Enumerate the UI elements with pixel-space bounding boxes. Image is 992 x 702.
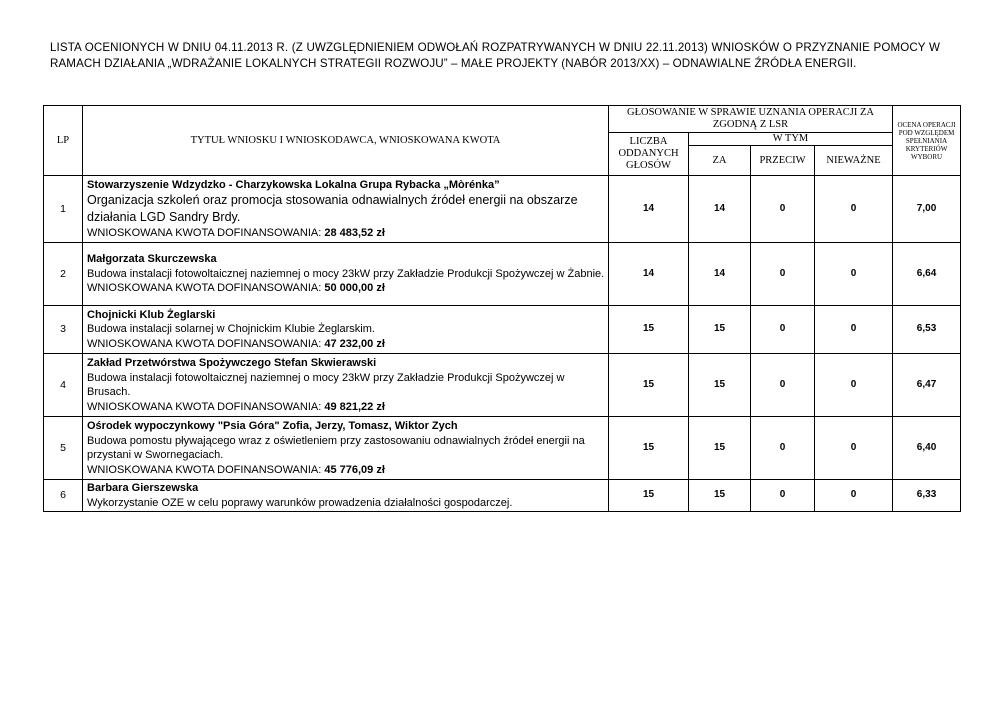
row-against: 0 xyxy=(751,243,815,306)
amount-label: WNIOSKOWANA KWOTA DOFINANSOWANIA: xyxy=(87,463,325,476)
row-applicant: Zakład Przetwórstwa Spożywczego Stefan Skwierawski xyxy=(87,357,377,369)
header-score: OCENA OPERACJI POD WZGLĘDEM SPEŁNIANIA KRYTERIÓW WYBORU xyxy=(893,106,961,176)
row-lp: 3 xyxy=(44,306,83,354)
table-row xyxy=(44,417,961,480)
row-amount: 47 232,00 zł xyxy=(324,337,385,350)
row-invalid: 0 xyxy=(815,243,893,306)
row-description xyxy=(83,480,609,512)
document-title: LISTA OCENIONYCH W DNIU 04.11.2013 R. (Z UWZGLĘDNIENIEM ODWOŁAŃ ROZPATRYWANYCH W DNIU 22.11.2013) WNIOSKÓW O PRZYZNANIE POMOCY W RAMACH DZIAŁANIA „WDRAŻANIE LOKALNYCH STRATEGII ROZWOJU” – MAŁE PROJEKTY (NABÓR 2013/XX) – ODNAWIALNE ŹRÓDŁA ENERGII. xyxy=(50,41,940,70)
table-row xyxy=(44,243,961,306)
row-score: 6,53 xyxy=(893,306,961,354)
amount-label: WNIOSKOWANA KWOTA DOFINANSOWANIA: xyxy=(87,337,325,350)
row-invalid: 0 xyxy=(815,480,893,512)
row-description xyxy=(83,417,609,480)
amount-label: WNIOSKOWANA KWOTA DOFINANSOWANIA: xyxy=(87,400,325,413)
row-score: 6,33 xyxy=(893,480,961,512)
row-against: 0 xyxy=(751,480,815,512)
row-amount-line xyxy=(87,337,606,352)
header-against: PRZECIW xyxy=(751,146,815,176)
row-amount: 28 483,52 zł xyxy=(324,227,385,239)
row-count: 15 xyxy=(609,354,689,417)
row-description xyxy=(83,176,609,243)
row-invalid: 0 xyxy=(815,176,893,243)
row-score: 6,64 xyxy=(893,243,961,306)
row-for: 15 xyxy=(689,417,751,480)
row-for: 14 xyxy=(689,176,751,243)
amount-label: WNIOSKOWANA KWOTA DOFINANSOWANIA: xyxy=(87,227,325,239)
header-title: TYTUŁ WNIOSKU I WNIOSKODAWCA, WNIOSKOWANA KWOTA xyxy=(83,106,609,176)
table-row xyxy=(44,354,961,417)
row-lp: 1 xyxy=(44,176,83,243)
row-against: 0 xyxy=(751,306,815,354)
row-amount-line xyxy=(87,226,606,241)
row-amount: 49 821,22 zł xyxy=(324,400,385,413)
row-amount-line xyxy=(87,463,606,478)
header-of-which: W TYM xyxy=(689,133,893,146)
header-invalid: NIEWAŻNE xyxy=(815,146,893,176)
row-score: 6,47 xyxy=(893,354,961,417)
row-count: 15 xyxy=(609,417,689,480)
row-applicant: Stowarzyszenie Wdzydzko - Charzykowska Lokalna Grupa Rybacka „Mòrénka” xyxy=(87,178,500,191)
row-against: 0 xyxy=(751,176,815,243)
row-count: 15 xyxy=(609,480,689,512)
row-count: 14 xyxy=(609,243,689,306)
table-row xyxy=(44,480,961,512)
row-applicant: Barbara Gierszewska xyxy=(87,482,199,494)
row-applicant: Ośrodek wypoczynkowy "Psia Góra" Zofia, Jerzy, Tomasz, Wiktor Zych xyxy=(87,420,458,432)
amount-label: WNIOSKOWANA KWOTA DOFINANSOWANIA: xyxy=(87,282,325,295)
header-for: ZA xyxy=(689,146,751,176)
row-applicant: Chojnicki Klub Żeglarski xyxy=(87,308,216,321)
row-invalid: 0 xyxy=(815,417,893,480)
row-description xyxy=(83,243,609,306)
row-against: 0 xyxy=(751,354,815,417)
table-row xyxy=(44,306,961,354)
row-lp: 6 xyxy=(44,480,83,512)
row-applicant: Małgorzata Skurczewska xyxy=(87,253,217,266)
row-project: Organizacja szkoleń oraz promocja stosowania odnawialnych źródeł energii na obszarze działania LGD Sandry Brdy. xyxy=(87,193,578,224)
row-count: 15 xyxy=(609,306,689,354)
header-voting: GŁOSOWANIE W SPRAWIE UZNANIA OPERACJI ZA ZGODNĄ Z LSR xyxy=(609,106,893,133)
row-lp: 2 xyxy=(44,243,83,306)
row-amount-line xyxy=(87,281,606,296)
header-lp: LP xyxy=(44,106,83,176)
row-project: Budowa instalacji solarnej w Chojnickim Klubie Żeglarskim. xyxy=(87,323,375,336)
header-count: LICZBA ODDANYCH GŁOSÓW xyxy=(609,133,689,176)
row-invalid: 0 xyxy=(815,354,893,417)
row-amount: 50 000,00 zł xyxy=(324,282,385,295)
row-for: 14 xyxy=(689,243,751,306)
row-project: Budowa instalacji fotowoltaicznej naziemnej o mocy 23kW przy Zakładzie Produkcji Spożywczej w Żabnie. xyxy=(87,267,605,280)
row-project: Wykorzystanie OZE w celu poprawy warunków prowadzenia działalności gospodarczej. xyxy=(87,496,513,509)
row-description xyxy=(83,354,609,417)
row-invalid: 0 xyxy=(815,306,893,354)
row-lp: 5 xyxy=(44,417,83,480)
row-project: Budowa pomostu pływającego wraz z oświetleniem przy zastosowaniu odnawialnych źródeł energii na przystani w Swornegaciach. xyxy=(87,434,585,461)
row-amount: 45 776,09 zł xyxy=(324,463,385,476)
row-amount-line xyxy=(87,400,606,415)
row-for: 15 xyxy=(689,480,751,512)
table-row xyxy=(44,176,961,243)
row-for: 15 xyxy=(689,306,751,354)
row-project: Budowa instalacji fotowoltaicznej naziemnej o mocy 23kW przy Zakładzie Produkcji Spożywczej w Brusach. xyxy=(87,371,565,398)
results-table xyxy=(43,105,961,512)
row-description xyxy=(83,306,609,354)
row-for: 15 xyxy=(689,354,751,417)
row-against: 0 xyxy=(751,417,815,480)
row-score: 7,00 xyxy=(893,176,961,243)
row-score: 6,40 xyxy=(893,417,961,480)
row-lp: 4 xyxy=(44,354,83,417)
row-count: 14 xyxy=(609,176,689,243)
